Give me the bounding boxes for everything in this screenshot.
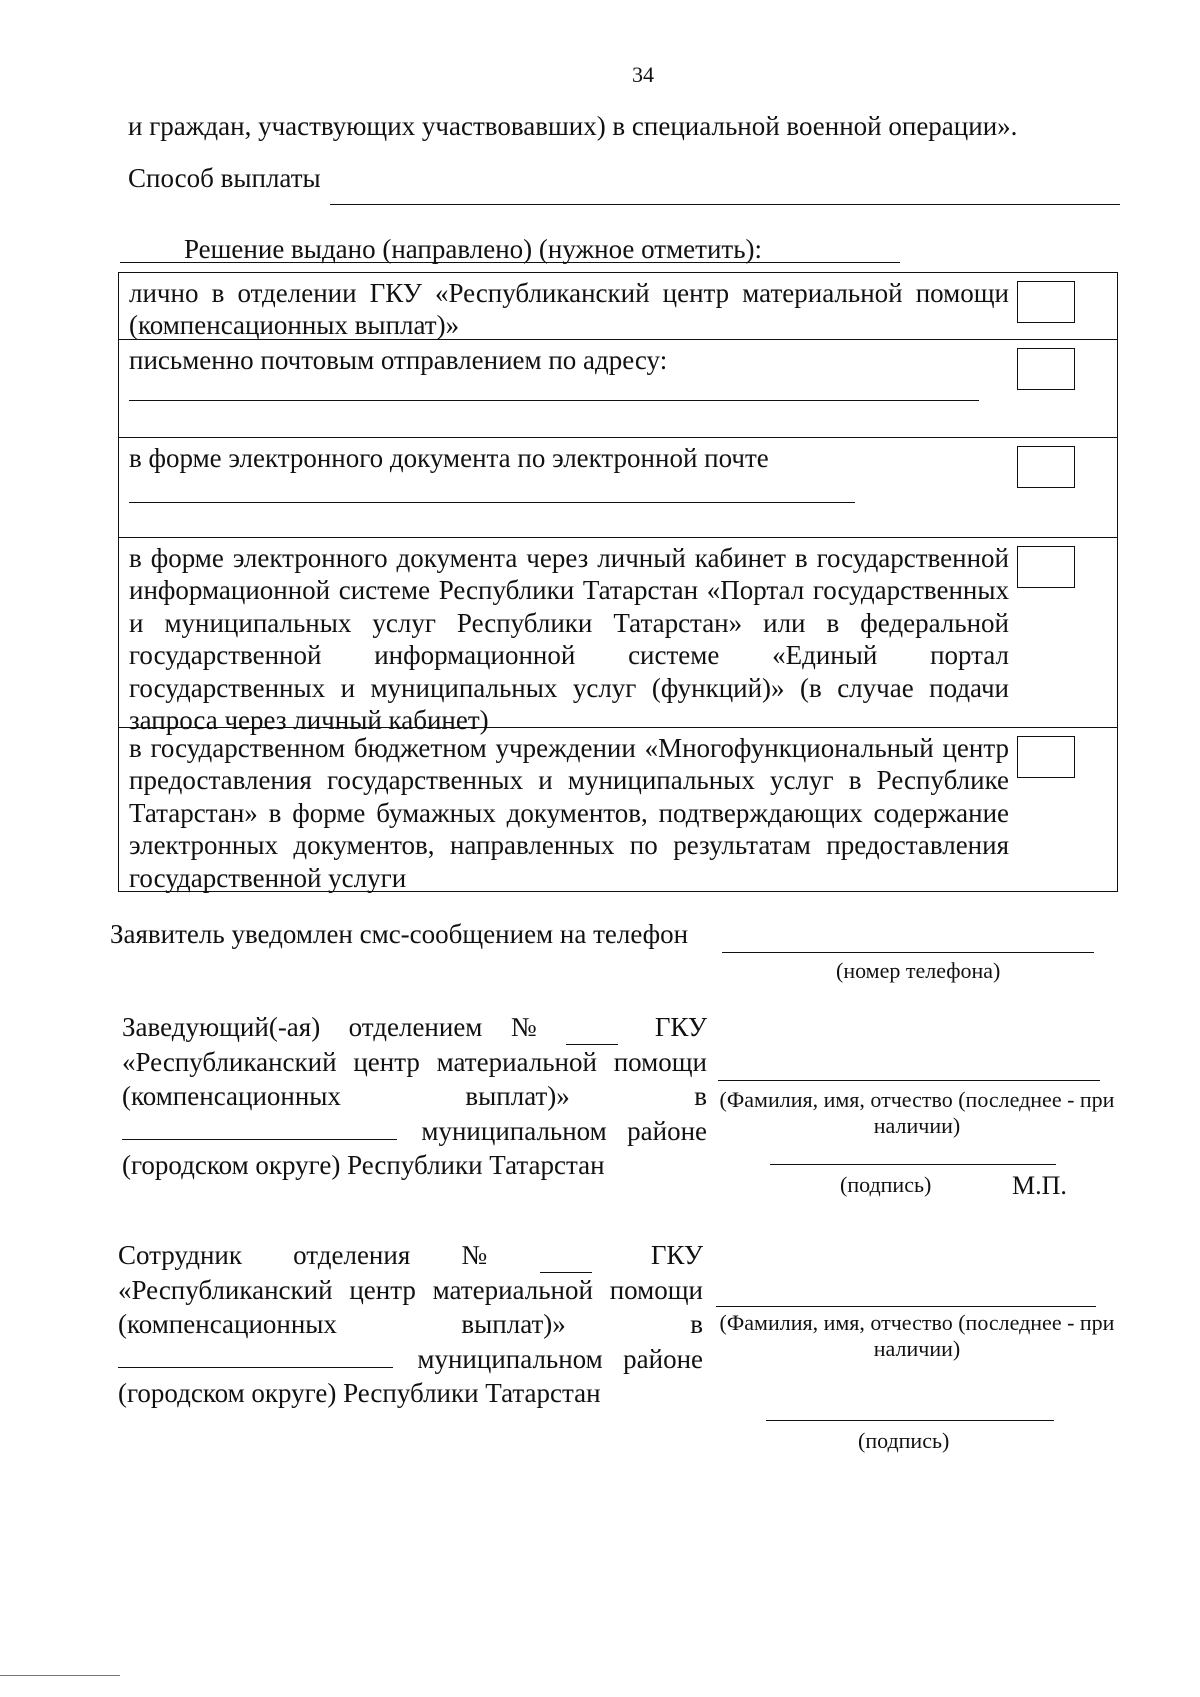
employee-title-part1: Сотрудник отделения № (118, 1240, 532, 1270)
phone-number-hint: (номер телефона) (836, 958, 1001, 983)
head-title-part3: муниципальном районе (городском округе) Республики Татарстан (122, 1115, 708, 1181)
employee-block (118, 1238, 703, 1411)
option-text: в государственном бюджетном учреждении «Многофункциональный центр предоставления государственных и муниципальных услуг в Республике Татарстан» в форме бумажных документов, подтверждающих содержание электронных документов, направленных по результатам предоставления государственной услуги (129, 733, 1009, 893)
head-signature-field[interactable] (770, 1164, 1056, 1165)
decision-label: Решение выдано (направлено) (нужное отметить): (184, 234, 763, 264)
option-text: письменно почтовым отправлением по адресу: (129, 345, 668, 375)
employee-title-part2: ГКУ «Республиканский центр материальной помощи (компенсационных выплат)» в (118, 1240, 704, 1340)
district-field[interactable] (122, 1138, 397, 1140)
decision-option-portal (119, 537, 1117, 735)
phone-number-field[interactable] (722, 952, 1094, 953)
head-of-department-block (122, 1010, 707, 1183)
employee-title-part3: муниципальном районе (городском округе) Республики Татарстан (118, 1343, 704, 1409)
employee-signature-hint: (подпись) (858, 1428, 950, 1453)
head-name-field[interactable] (718, 1080, 1100, 1081)
payment-method-field[interactable] (330, 204, 1120, 205)
option-checkbox-portal[interactable] (1017, 546, 1075, 588)
intro-text: и граждан, участвующих участвовавших) в специальной военной операции». (128, 111, 1018, 141)
option-checkbox-in-person[interactable] (1017, 281, 1075, 323)
decision-option-email (119, 437, 1117, 537)
employee-name-hint: (Фамилия, имя, отчество (последнее - при наличии) (719, 1310, 1115, 1362)
option-text: лично в отделении ГКУ «Республиканский центр материальной помощи (компенсационных выплат)» (129, 278, 1009, 341)
head-name-hint: (Фамилия, имя, отчество (последнее - при наличии) (719, 1087, 1115, 1139)
option-checkbox-mail[interactable] (1017, 348, 1075, 390)
head-signature-hint: (подпись) (840, 1172, 932, 1197)
employee-district-field[interactable] (118, 1366, 393, 1368)
stamp-mark: М.П. (1012, 1171, 1067, 1200)
page-number: 34 (632, 62, 654, 87)
employee-department-number-field[interactable] (540, 1271, 592, 1273)
employee-signature-field[interactable] (766, 1420, 1054, 1421)
option-checkbox-email[interactable] (1017, 446, 1075, 488)
option-checkbox-mfc[interactable] (1017, 736, 1075, 778)
employee-name-field[interactable] (716, 1306, 1096, 1307)
option-text: в форме электронного документа через личный кабинет в государственной информационной системе Республики Татарстан «Портал государственных и муниципальных услуг Республики Татарстан» или в федеральной государственной информационной системе «Единый портал государственных и муниципальных услуг (функций)» (в случае подачи запроса через личный кабинет) (129, 543, 1009, 735)
decision-label-underline (120, 262, 900, 263)
email-address-field[interactable] (129, 502, 855, 503)
decision-option-in-person (119, 273, 1117, 339)
decision-options-table (118, 272, 1118, 892)
payment-method-label: Способ выплаты (128, 163, 321, 193)
sms-notification-label: Заявитель уведомлен смс-сообщением на телефон (110, 919, 689, 949)
head-title-part2: ГКУ «Республиканский центр материальной помощи (компенсационных выплат)» в (122, 1012, 708, 1112)
decision-option-mfc (119, 727, 1117, 891)
mail-address-field[interactable] (129, 400, 979, 401)
footer-rule (0, 1675, 120, 1676)
department-number-field[interactable] (566, 1043, 618, 1045)
option-text: в форме электронного документа по электронной почте (129, 443, 769, 473)
decision-option-mail (119, 339, 1117, 437)
head-title-part1: Заведующий(-ая) отделением № (122, 1012, 559, 1042)
